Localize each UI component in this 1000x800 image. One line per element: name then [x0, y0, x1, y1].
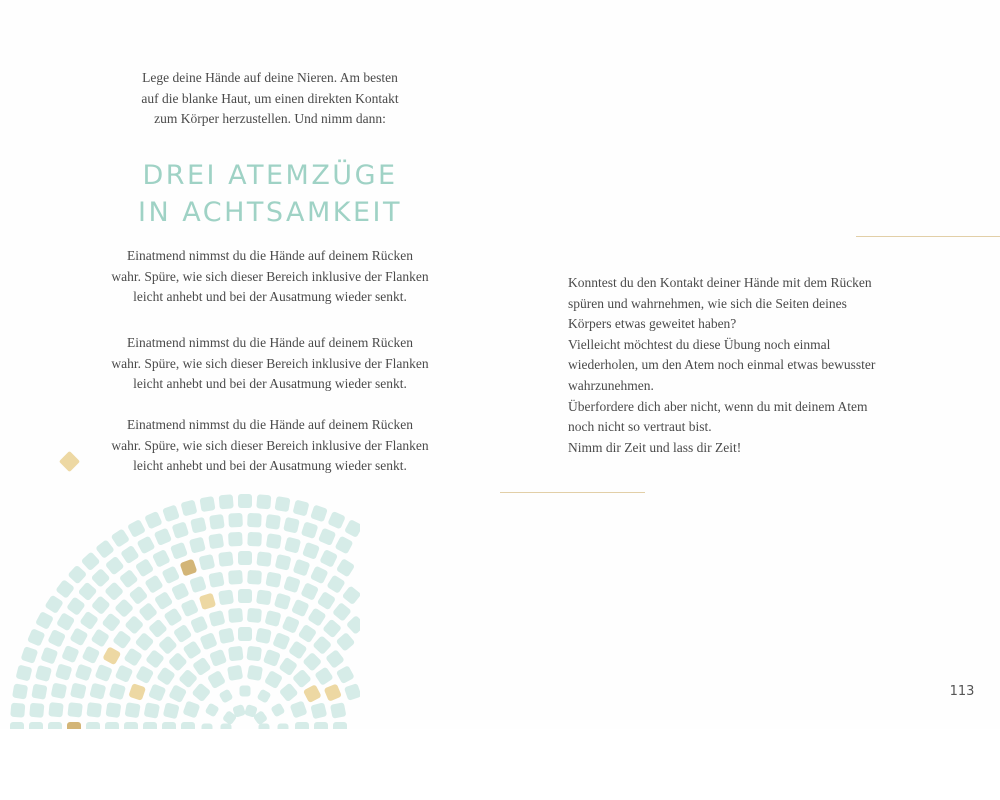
- mosaic-tile: [218, 628, 234, 644]
- mosaic-tile: [247, 608, 262, 623]
- intro-text: [80, 68, 460, 130]
- mosaic-tile: [114, 598, 134, 618]
- mosaic-tile: [247, 665, 263, 681]
- mosaic-tile: [336, 665, 355, 684]
- mosaic-tile: [227, 665, 243, 681]
- mosaic-tile: [302, 542, 320, 560]
- mosaic-tile: [135, 558, 154, 577]
- mosaic-tile: [180, 499, 197, 516]
- mosaic-tile: [105, 556, 125, 576]
- mosaic-tile: [44, 595, 63, 614]
- reflection-line: Überfordere dich aber nicht, wenn du mit deinem Atem: [568, 398, 868, 414]
- mosaic-tile: [301, 521, 319, 539]
- mosaic-tile: [67, 722, 81, 729]
- mosaic-tile: [27, 628, 45, 646]
- mosaic-tile: [228, 532, 243, 547]
- mosaic-tile: [246, 646, 262, 662]
- mosaic-tile: [283, 517, 300, 534]
- mosaic-tile: [264, 610, 281, 627]
- mosaic-tile: [138, 602, 158, 622]
- mosaic-tile: [86, 702, 102, 718]
- gold-diamond-tile: [59, 451, 80, 472]
- mosaic-tile: [218, 551, 233, 566]
- mosaic-tile: [29, 703, 44, 718]
- mosaic-tile: [228, 570, 243, 585]
- mosaic-tile: [270, 702, 285, 717]
- mosaic-tile: [207, 670, 226, 689]
- mosaic-tile: [327, 511, 345, 529]
- mosaic-tile: [125, 702, 141, 718]
- mosaic-tile: [95, 539, 115, 559]
- mosaic-tile: [199, 554, 216, 571]
- mosaic-tile: [314, 666, 333, 685]
- paragraph-line: Einatmend nimmst du die Hände auf deinem Rücken: [126, 248, 414, 263]
- mosaic-tile: [105, 702, 121, 718]
- mosaic-tile: [123, 647, 142, 666]
- mosaic-tile: [335, 536, 354, 555]
- mosaic-tile: [145, 649, 165, 669]
- mosaic-tile: [66, 596, 86, 616]
- mosaic-tile: [15, 664, 32, 681]
- mosaic-tile: [172, 521, 190, 539]
- mosaic-tile: [302, 652, 322, 672]
- mosaic-tile: [189, 576, 207, 594]
- mosaic-tile: [79, 611, 98, 630]
- mosaic-tile: [89, 683, 106, 700]
- mosaic-tile: [109, 683, 126, 700]
- mosaic-tile: [228, 513, 243, 528]
- mosaic-tile: [10, 722, 24, 729]
- paragraph-line: Einatmend nimmst du die Hände auf deinem Rücken: [126, 417, 414, 432]
- mosaic-tile: [333, 722, 347, 729]
- mosaic-tile: [298, 624, 317, 643]
- mosaic-tile: [156, 666, 175, 685]
- mosaic-tile: [158, 635, 178, 655]
- mosaic-tile: [256, 494, 271, 509]
- mosaic-tile: [180, 559, 198, 577]
- mosaic-tile: [75, 664, 93, 682]
- mosaic-tile: [274, 593, 291, 610]
- mosaic-tile: [135, 665, 154, 684]
- mosaic-tile: [129, 585, 149, 605]
- mosaic-tile: [102, 646, 121, 665]
- reflection-text: [568, 273, 928, 458]
- mosaic-tile: [171, 582, 190, 601]
- mosaic-tile: [55, 663, 73, 681]
- mosaic-tile: [137, 536, 156, 555]
- mosaic-tile: [284, 537, 301, 554]
- decorative-rule-top: [856, 236, 1000, 237]
- mosaic-tile: [218, 589, 234, 605]
- mosaic-tile: [12, 683, 28, 699]
- mosaic-tile: [292, 499, 309, 516]
- mosaic-tile: [21, 646, 39, 664]
- mosaic-tile: [238, 551, 252, 565]
- mosaic-tile: [322, 619, 342, 639]
- mosaic-tile: [293, 559, 311, 577]
- mosaic-tile: [78, 582, 98, 602]
- mosaic-tile: [325, 649, 345, 669]
- mosaic-tile: [143, 722, 157, 729]
- mosaic-tile: [256, 689, 271, 704]
- mosaic-tile: [161, 566, 180, 585]
- mosaic-tile: [190, 517, 207, 534]
- mosaic-tile: [178, 669, 198, 689]
- mosaic-tile: [240, 686, 251, 697]
- reflection-line: Nimm dir Zeit und lass dir Zeit!: [568, 439, 742, 455]
- mosaic-tile: [336, 558, 355, 577]
- mosaic-tile: [282, 615, 300, 633]
- mosaic-tile: [86, 722, 100, 729]
- mosaic-tile: [120, 545, 139, 564]
- mosaic-tile: [82, 645, 101, 664]
- mosaic-tile: [218, 689, 233, 704]
- mosaic-tile: [56, 612, 75, 631]
- mosaic-tile: [344, 683, 360, 701]
- breath-paragraph-1: [76, 246, 464, 308]
- mosaic-tile: [67, 702, 82, 717]
- page-number: 113: [949, 684, 975, 699]
- paragraph-line: leicht anhebt und bei der Ausatmung wieder senkt.: [133, 458, 407, 473]
- mosaic-tile: [70, 683, 87, 700]
- reflection-line: Konntest du den Kontakt deiner Hände mit dem Rücken: [568, 275, 872, 290]
- mosaic-tile: [105, 722, 119, 729]
- mosaic-tile: [162, 722, 176, 729]
- mosaic-tile: [144, 511, 162, 529]
- heading-line: IN ACHTSAMKEIT: [137, 197, 402, 228]
- mosaic-tile: [238, 627, 252, 641]
- mosaic-tile: [209, 514, 225, 530]
- mosaic-tile: [278, 657, 297, 676]
- paragraph-line: leicht anhebt und bei der Ausatmung wieder senkt.: [133, 289, 407, 304]
- mosaic-tile: [228, 646, 244, 662]
- mosaic-tile: [148, 683, 166, 701]
- reflection-line: Vielleicht möchtest du diese Übung noch einmal: [568, 336, 831, 352]
- mosaic-tile: [119, 569, 139, 589]
- mosaic-tile: [312, 635, 332, 655]
- mosaic-tile: [180, 599, 199, 618]
- mosaic-tile: [182, 701, 200, 719]
- decorative-rule-bottom: [500, 492, 645, 493]
- mosaic-tile: [128, 683, 146, 701]
- mosaic-tile: [95, 664, 113, 682]
- mosaic-tile: [275, 554, 292, 571]
- mosaic-tile: [48, 702, 63, 717]
- mosaic-tile: [310, 505, 328, 523]
- mosaic-tile: [91, 628, 110, 647]
- mosaic-tile: [31, 684, 47, 700]
- mosaic-tile: [163, 702, 180, 719]
- mosaic-tile: [191, 683, 211, 703]
- mosaic-tile: [81, 551, 101, 571]
- paragraph-line: leicht anhebt und bei der Ausatmung wieder senkt.: [133, 376, 407, 391]
- mosaic-tile: [112, 630, 132, 650]
- mosaic-tile: [127, 519, 146, 538]
- mosaic-tile: [67, 565, 87, 585]
- mosaic-tile: [310, 566, 329, 585]
- mosaic-tile: [303, 684, 322, 703]
- mosaic-tile: [263, 649, 281, 667]
- mosaic-tile: [314, 722, 328, 729]
- mosaic-tile: [326, 575, 345, 594]
- mosaic-tile: [61, 645, 79, 663]
- mosaic-tile: [148, 619, 168, 639]
- mosaic-tile: [199, 496, 215, 512]
- mosaic-tile: [330, 702, 346, 718]
- mosaic-tile: [265, 572, 281, 588]
- mosaic-tile: [274, 496, 290, 512]
- breath-paragraph-2: [76, 333, 464, 395]
- mosaic-tile: [317, 591, 336, 610]
- mosaic-tile: [190, 615, 208, 633]
- mosaic-tile: [154, 591, 173, 610]
- mosaic-tile: [319, 549, 338, 568]
- mosaic-tile: [189, 537, 206, 554]
- mosaic-tile: [256, 551, 271, 566]
- intro-line: zum Körper herzustellen. Und nimm dann:: [154, 111, 386, 126]
- mosaic-tile: [255, 628, 271, 644]
- mosaic-tile: [170, 542, 188, 560]
- mosaic-tile: [247, 513, 262, 528]
- page-background: [0, 729, 1000, 800]
- mosaic-tile: [300, 582, 319, 601]
- paragraph-line: wahr. Spüre, wie sich dieser Bereich inklusive der Flanken: [111, 355, 429, 371]
- paragraph-line: Einatmend nimmst du die Hände auf deinem Rücken: [126, 335, 414, 350]
- mosaic-tile: [135, 632, 155, 652]
- mosaic-tile: [247, 532, 262, 547]
- mosaic-tile: [307, 607, 326, 626]
- mosaic-tile: [173, 624, 192, 643]
- mosaic-tile: [101, 613, 121, 633]
- mosaic-tile: [295, 722, 309, 729]
- mosaic-tile: [283, 576, 301, 594]
- mosaic-tile: [272, 632, 290, 650]
- paragraph-line: wahr. Spüre, wie sich dieser Bereich inklusive der Flanken: [111, 437, 429, 453]
- mosaic-tile: [209, 649, 227, 667]
- mosaic-tile: [288, 640, 307, 659]
- mosaic-tile: [310, 702, 327, 719]
- mosaic-tile: [265, 514, 281, 530]
- mosaic-tile: [29, 722, 43, 729]
- mosaic-tile: [40, 647, 58, 665]
- mosaic-tile: [144, 702, 160, 718]
- mosaic-illustration: [0, 440, 360, 729]
- reflection-line: wahrzunehmen.: [568, 377, 654, 393]
- mosaic-tile: [238, 494, 252, 508]
- mosaic-tile: [290, 701, 308, 719]
- intro-line: Lege deine Hände auf deine Nieren. Am besten: [142, 70, 398, 85]
- mosaic-tile: [247, 570, 262, 585]
- reflection-line: wiederholen, um den Atem noch einmal etwas bewusster: [568, 357, 876, 373]
- mosaic-tile: [208, 610, 225, 627]
- mosaic-tile: [266, 533, 282, 549]
- mosaic-tile: [162, 505, 180, 523]
- mosaic-tile: [48, 722, 62, 729]
- mosaic-tile: [154, 528, 172, 546]
- mosaic-tile: [199, 632, 217, 650]
- mosaic-tile: [35, 611, 54, 630]
- mosaic-tile: [256, 589, 272, 605]
- mosaic-tile: [152, 549, 171, 568]
- mosaic-tile: [279, 683, 299, 703]
- mosaic-tile: [205, 702, 220, 717]
- paragraph-line: wahr. Spüre, wie sich dieser Bereich inklusive der Flanken: [111, 268, 429, 284]
- mosaic-tile: [292, 669, 312, 689]
- mosaic-tile: [182, 640, 201, 659]
- mosaic-tile: [91, 595, 111, 615]
- mosaic-tile: [111, 528, 130, 547]
- reflection-line: noch nicht so vertraut bist.: [568, 419, 712, 435]
- mosaic-tile: [168, 652, 188, 672]
- mosaic-tile: [264, 670, 283, 689]
- mosaic-tile: [124, 615, 144, 635]
- mosaic-tile: [144, 575, 163, 594]
- mosaic-tile: [192, 657, 211, 676]
- mosaic-tile: [291, 599, 310, 618]
- mosaic-tile: [55, 579, 75, 599]
- mosaic-tile: [228, 608, 243, 623]
- mosaic-tile: [336, 632, 356, 652]
- mosaic-tile: [51, 683, 68, 700]
- mosaic-tile: [69, 627, 88, 646]
- mosaic-tile: [10, 703, 25, 718]
- mosaic-tile: [35, 665, 52, 682]
- mosaic-tile: [219, 494, 234, 509]
- exercise-heading: [80, 157, 460, 231]
- mosaic-tile: [47, 629, 66, 648]
- mosaic-tile: [332, 602, 352, 622]
- mosaic-tile: [342, 585, 360, 605]
- mosaic-tile: [238, 589, 252, 603]
- mosaic-tile: [346, 615, 360, 635]
- mosaic-tile: [104, 581, 124, 601]
- mosaic-tile: [324, 683, 342, 701]
- mosaic-tile: [124, 722, 138, 729]
- intro-line: auf die blanke Haut, um einen direkten Kontakt: [141, 90, 399, 106]
- mosaic-tile: [91, 568, 111, 588]
- reflection-line: spüren und wahrnehmen, wie sich die Seiten deines: [568, 295, 847, 311]
- mosaic-tile: [115, 664, 134, 683]
- mosaic-tile: [208, 533, 224, 549]
- heading-line: DREI ATEMZÜGE: [142, 160, 398, 191]
- mosaic-tile: [181, 722, 195, 729]
- reflection-line: Körpers etwas geweitet haben?: [568, 316, 737, 332]
- mosaic-tile: [163, 607, 182, 626]
- mosaic-tile: [318, 528, 336, 546]
- mosaic-tile: [199, 593, 216, 610]
- mosaic-tile: [344, 519, 360, 538]
- mosaic-tile: [208, 572, 224, 588]
- mosaic-tile: [168, 684, 187, 703]
